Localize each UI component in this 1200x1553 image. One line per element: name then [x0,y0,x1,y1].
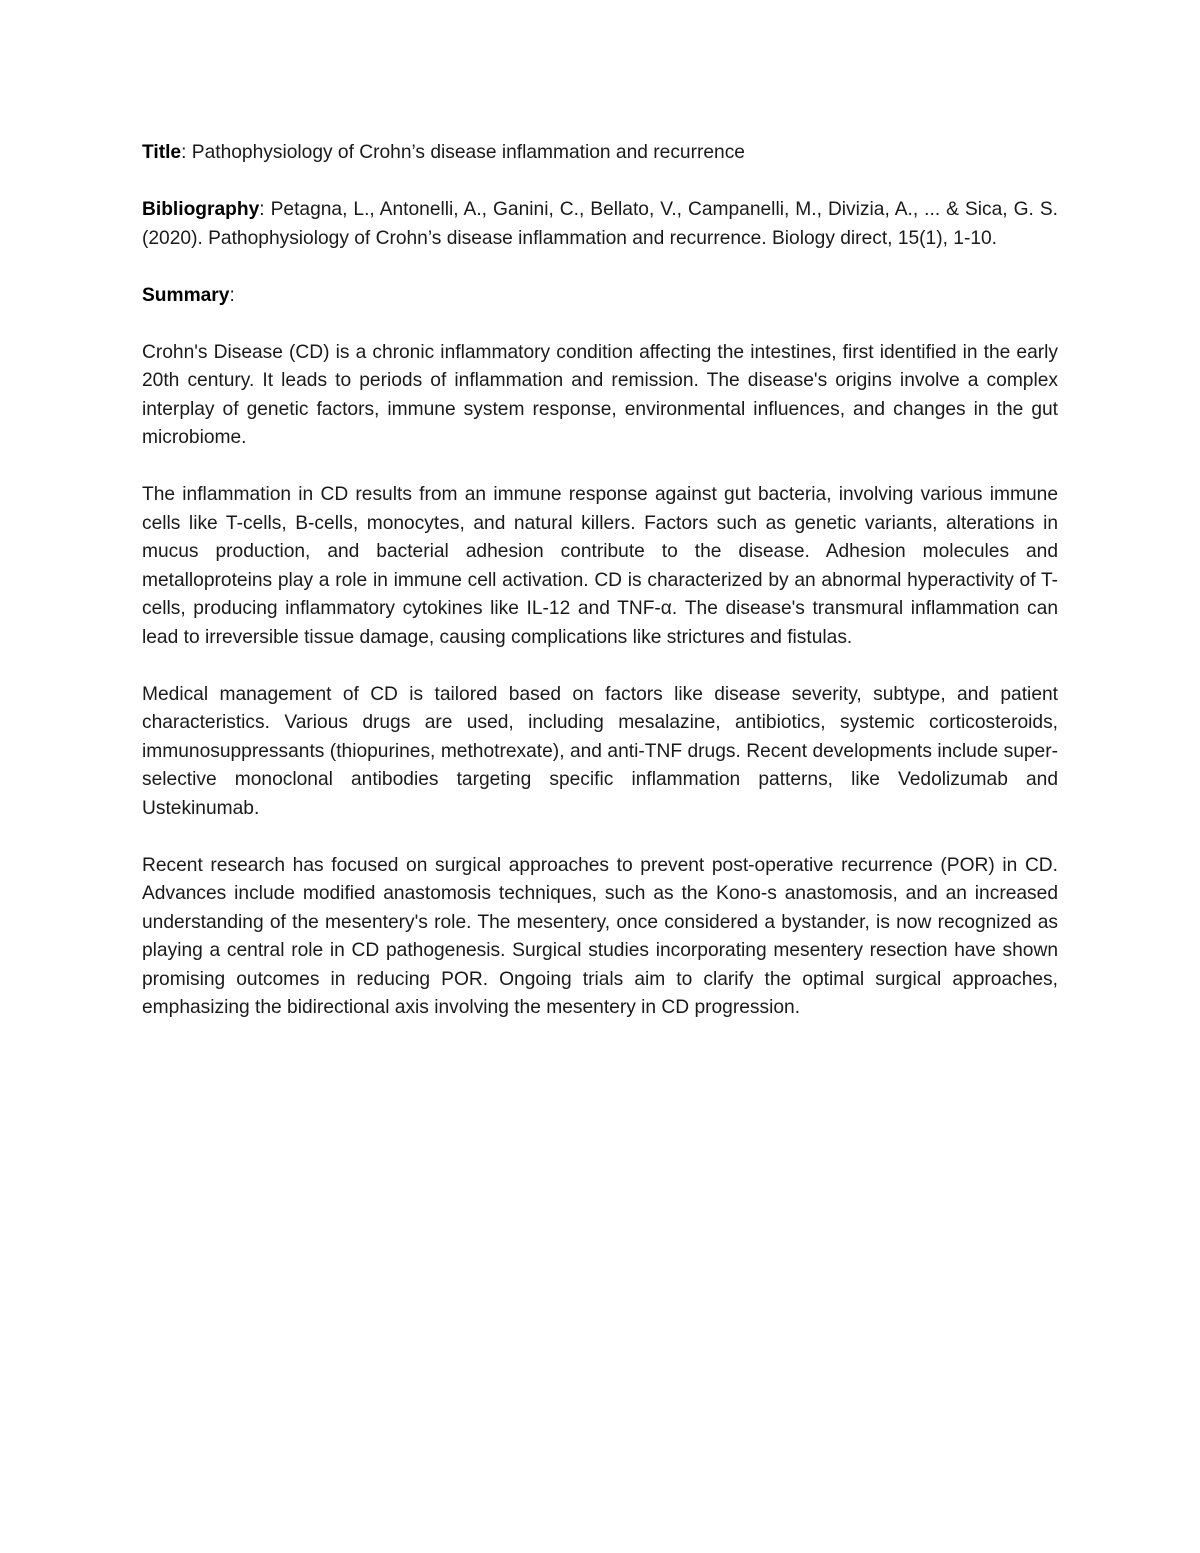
title-line [142,139,1058,168]
title-text: Pathophysiology of Crohn’s disease inflammation and recurrence [191,142,745,163]
summary-separator: : [229,284,235,306]
summary-paragraph-4: Recent research has focused on surgical approaches to prevent post-operative recurrence (POR) in CD. Advances include modified anastomosis techniques, such as the Kono-s anastomosis, and an increased understanding of the mesentery's role. The mesentery, once considered a bystander, is now recognized as playing a central role in CD pathogenesis. Surgical studies incorporating mesentery resection have shown promising outcomes in reducing POR. Ongoing trials aim to clarify the optimal surgical approaches, emphasizing the bidirectional axis involving the mesentery in CD progression. [142,854,1058,1018]
bibliography-text: Petagna, L., Antonelli, A., Ganini, C., Bellato, V., Campanelli, M., Divizia, A., ... & Sica, G. S. (2020). Pathophysiology of Crohn’s disease inflammation and recurrence. Biology direct, 15(1), 1-10. [142,199,1058,249]
bibliography-line [142,196,1058,253]
bibliography-label: Bibliography [142,199,260,220]
summary-paragraph-1: Crohn's Disease (CD) is a chronic inflammatory condition affecting the intestines, first identified in the early 20th century. It leads to periods of inflammation and remission. The disease's origins involve a complex interplay of genetic factors, immune system response, environmental influences, and changes in the gut microbiome. [142,341,1058,448]
summary-heading [142,282,1058,311]
summary-paragraph-2: The inflammation in CD results from an immune response against gut bacteria, involving various immune cells like T-cells, B-cells, monocytes, and natural killers. Factors such as genetic variants, alterations in mucus production, and bacterial adhesion contribute to the disease. Adhesion molecules and metalloproteins play a role in immune cell activation. CD is characterized by an abnormal hyperactivity of T-cells, producing inflammatory cytokines like IL-12 and TNF-α. The disease's transmural inflammation can lead to irreversible tissue damage, causing complications like strictures and fistulas. [142,484,1058,648]
summary-label: Summary [142,284,230,306]
summary-paragraph-3: Medical management of CD is tailored based on factors like disease severity, subtype, and patient characteristics. Various drugs are used, including mesalazine, antibiotics, systemic corticosteroids, immunosuppressants (thiopurines, methotrexate), and anti-TNF drugs. Recent developments include super-selective monoclonal antibodies targeting specific inflammation patterns, like Vedolizumab and Ustekinumab. [142,683,1058,819]
title-separator: : [181,142,192,163]
title-label: Title [142,142,182,163]
bibliography-separator: : [259,199,271,220]
document-body [142,139,1058,1051]
